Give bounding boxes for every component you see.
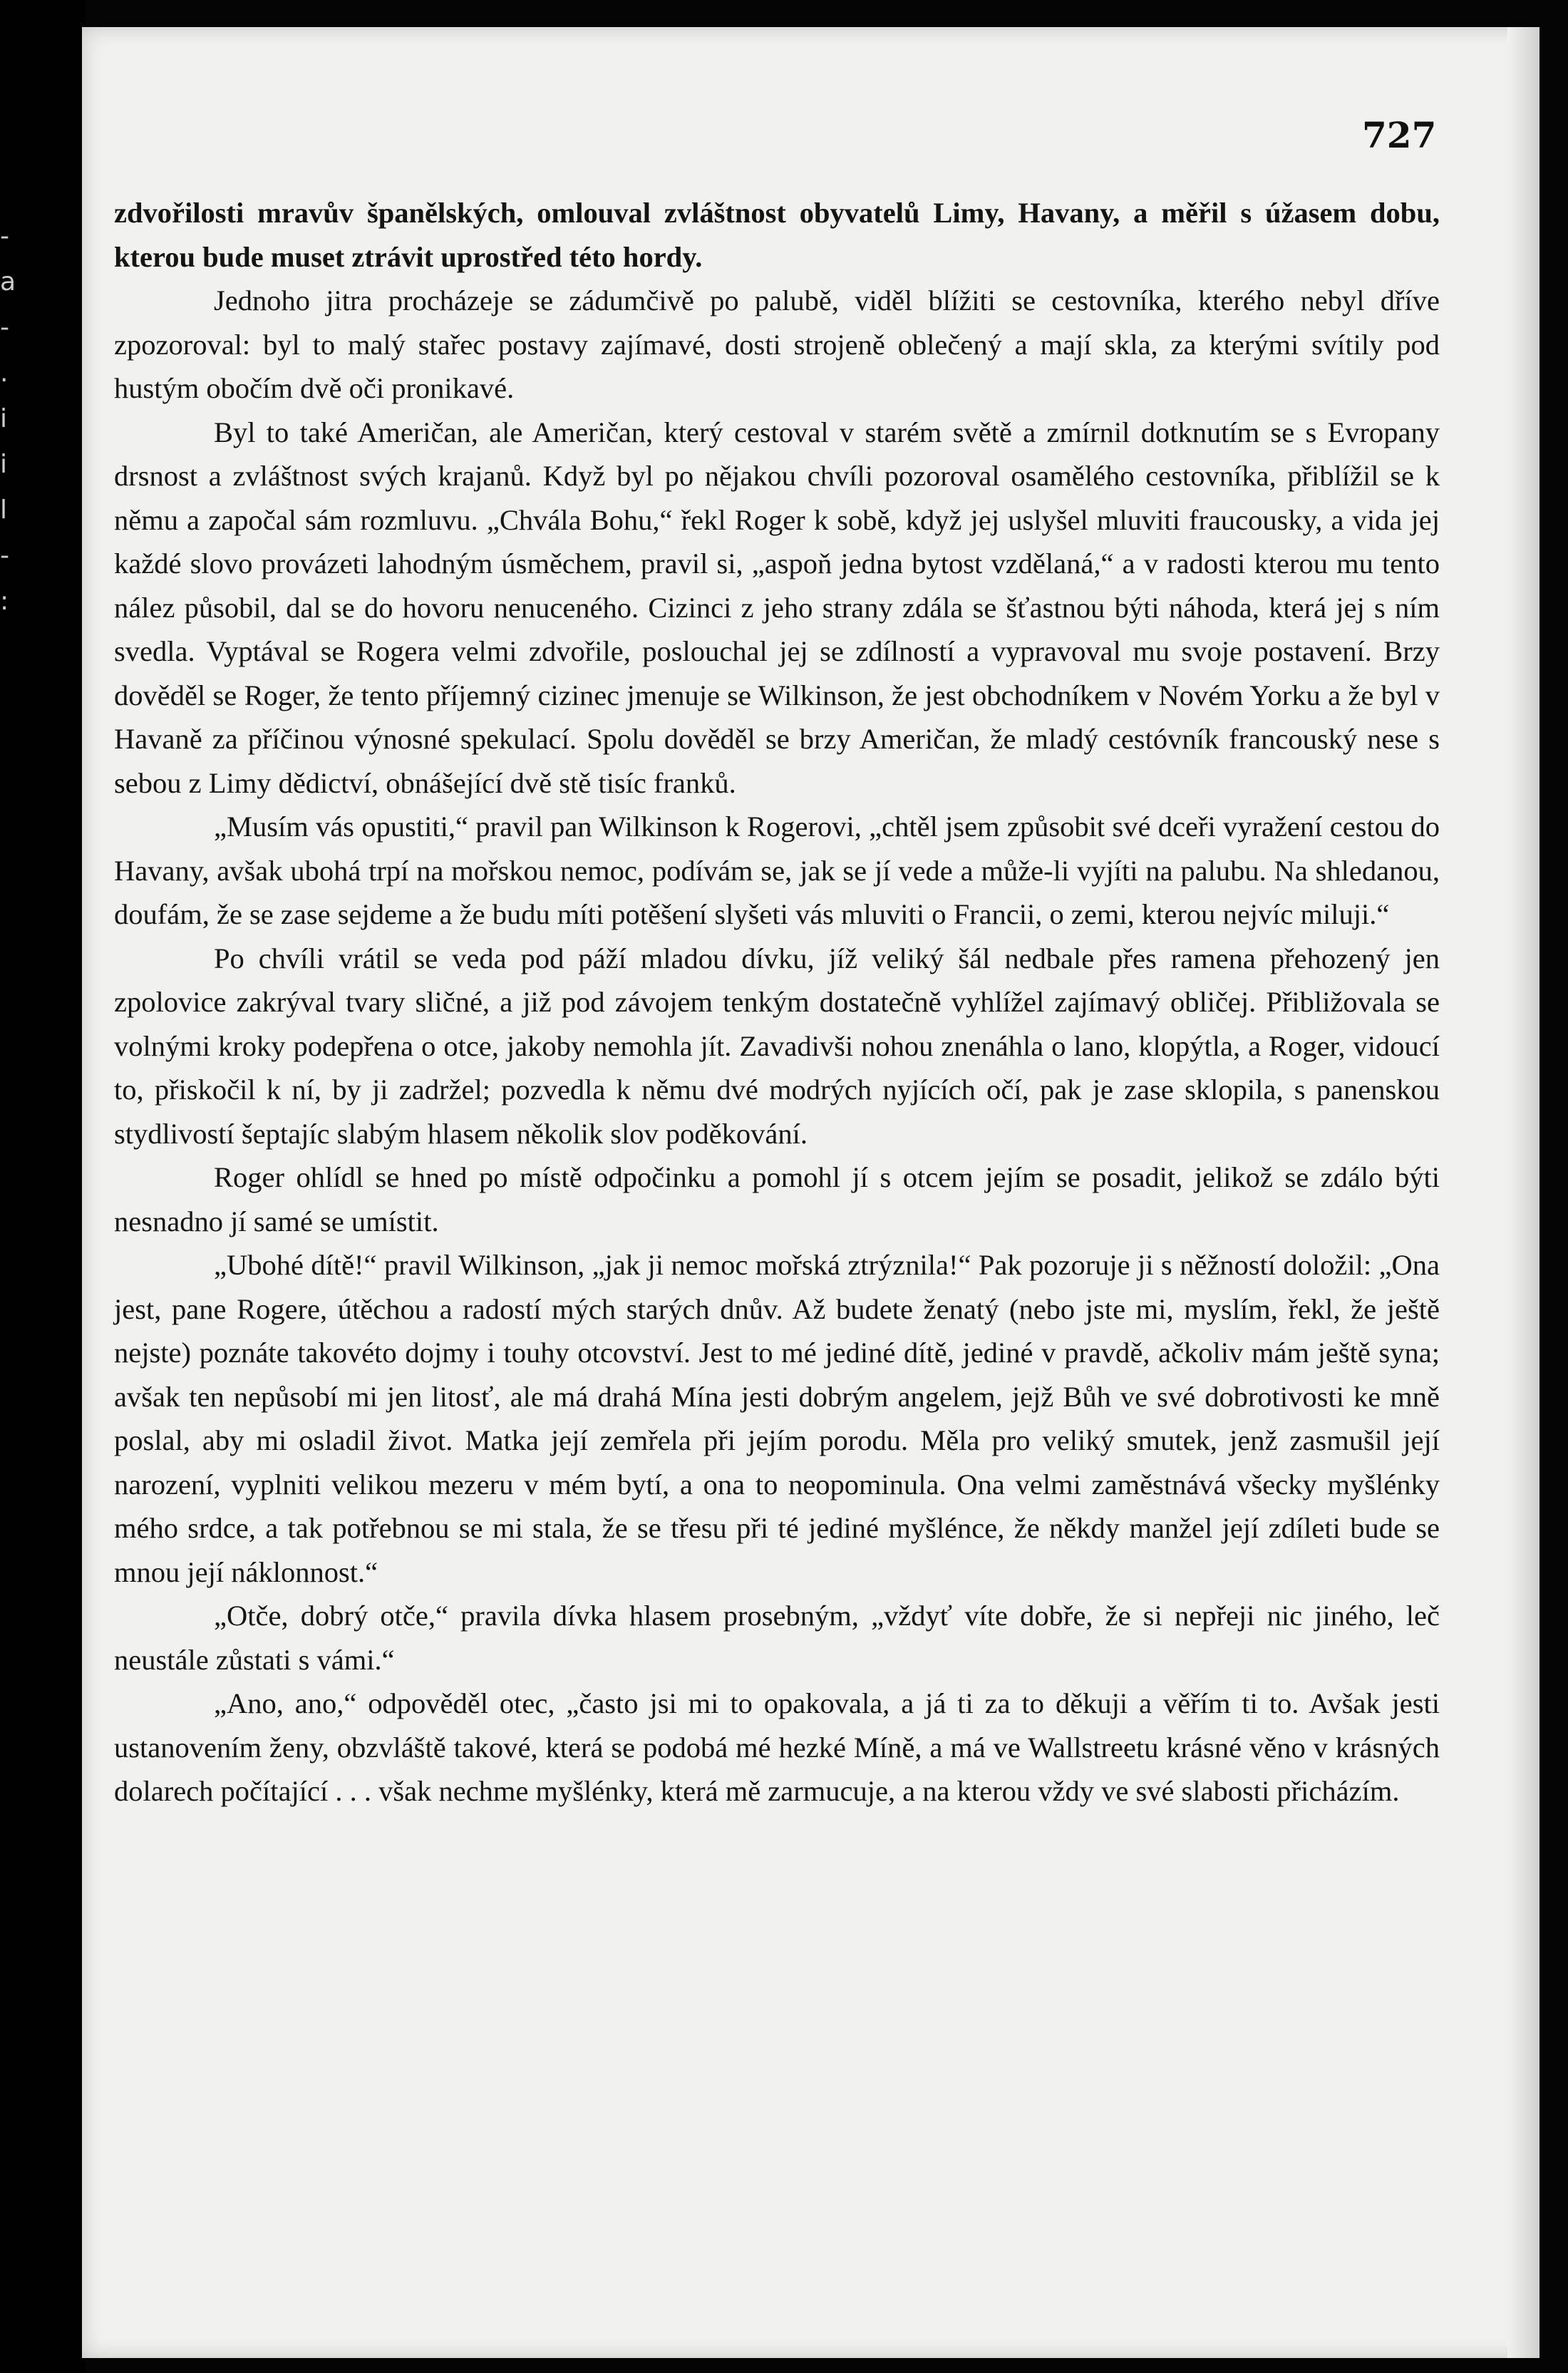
paragraph: Roger ohlídl se hned po místě odpočinku a pomohl jí s otcem jejím se posadit, jelikož se zdálo býti nesnadno jí samé se umístit. [114, 1161, 1440, 1237]
paragraph: Byl to také Američan, ale Američan, který cestoval v starém světě a zmírnil dotknutím se s Evropany drsnost a zvláštnost svých krajanů. Když byl po nějakou chvíli pozoroval osamělého cestovníka, přiblížil se k němu a započal sám rozmluvu. „Chvála Bohu,“ řekl Roger k sobě, když jej uslyšel mluviti fraucousky, a vida jej každé slovo provázeti lahodným úsměchem, pravil si, „aspoň jedna bytost vzdělaná,“ a v radosti kterou mu tento nález působil, dal se do hovoru nenuceného. Cizinci z jeho strany zdála se šťastnou býti náhoda, která jej s ním svedla. Vyptával se Rogera velmi zdvořile, poslouchal jej se zdílností a vypravoval mu svoje postavení. Brzy dověděl se Roger, že tento příjemný cizinec jmenuje se Wilkinson, že jest obchodníkem v Novém Yorku a že byl v Havaně za příčinou výnosné spekulací. Spolu dověděl se brzy Američan, že mladý cestóvník francouský nese s sebou z Limy dědictví, obnášející dvě stě tisíc franků. [114, 416, 1440, 799]
body-text [114, 191, 1440, 1813]
margin-mark: - [0, 313, 9, 342]
margin-mark: - [0, 541, 9, 570]
paragraph: Jednoho jitra procházeje se zádumčivě po palubě, viděl blížiti se cestovníka, kterého nebyl dříve zpozoroval: byl to malý stařec postavy zajímavé, dosti strojeně oblečený a mají skla, za kterými svítily pod hustým obočím dvě oči pronikavé. [114, 284, 1440, 404]
margin-mark: : [0, 587, 9, 616]
paragraph: „Musím vás opustiti,“ pravil pan Wilkinson k Rogerovi, „chtěl jsem způsobit své dceři vyražení cestou do Havany, avšak ubohá trpí na mořskou nemoc, podívám se, jak se jí vede a může-li vyjíti na palubu. Na shledanou, doufám, že se zase sejdeme a že budu míti potěšení slyšeti vás mluviti o Francii, o zemi, kterou nejvíc miluji.“ [114, 810, 1440, 930]
paragraph: „Ubohé dítě!“ pravil Wilkinson, „jak ji nemoc mořská ztrýznila!“ Pak pozoruje ji s něžností doložil: „Ona jest, pane Rogere, útěchou a radostí mých starých dnův. Až budete ženatý (nebo jste mi, myslím, řekl, že ještě nejste) poznáte takovéto dojmy i touhy otcovství. Jest to mé jediné dítě, jediné v pravdě, ačkoliv mám ještě syna; avšak ten nepůsobí mi jen litosť, ale má drahá Mína jesti dobrým angelem, jejž Bůh ve své dobrotivosti ke mně poslal, aby mi osladil život. Matka její zemřela při jejím porodu. Měla pro veliký smutek, jenž zasmušil její narození, vyplniti velikou mezeru v mém bytí, a ona to neopominula. Ona velmi zaměstnává všecky myšlénky mého srdce, a tak potřebnou se mi stala, že se třesu při té jediné myšlénce, že někdy manžel její zdíleti bude se mnou její náklonnost.“ [114, 1249, 1440, 1588]
paragraph: „Ano, ano,“ odpověděl otec, „často jsi mi to opakovala, a já ti za to děkuji a věřím ti to. Avšak jesti ustanovením ženy, obzvláště takové, která se podobá mé hezké Míně, a má ve Wallstreetu krásné věno v krásných dolarech počítající . . . však nechme myšlénky, která mě zarmucuje, a na kterou vždy ve své slabosti přicházím. [114, 1687, 1440, 1807]
margin-mark: l [0, 495, 8, 525]
margin-mark: . [0, 359, 9, 388]
paragraph: „Otče, dobrý otče,“ pravila dívka hlasem prosebným, „vždyť víte dobře, že si nepřeji nic jiného, leč neustále zůstati s vámi.“ [114, 1600, 1440, 1676]
paragraph: zdvořilosti mravův španělských, omlouval zvláštnost obyvatelů Limy, Havany, a měřil s úžasem dobu, kterou bude muset ztrávit uprostřed této hordy. [114, 197, 1440, 273]
book-page [82, 27, 1539, 2358]
page-edge-shadow [1507, 27, 1539, 2358]
page-number: 727 [1362, 114, 1437, 156]
margin-mark: a [0, 267, 16, 297]
margin-mark: - [0, 222, 9, 251]
margin-mark: i [0, 450, 8, 479]
adjacent-page-margin [0, 214, 21, 624]
margin-mark: i [0, 404, 8, 433]
paragraph: Po chvíli vrátil se veda pod páží mladou dívku, jíž veliký šál nedbale přes ramena přehozený jen zpolovice zakrýval tvary sličné, a již pod závojem tenkým dostatečně vyhlížel zajímavý obličej. Přibližovala se volnými kroky podepřena o otce, jakoby nemohla jít. Zavadivši nohou znenáhla o lano, klopýtla, a Roger, vidoucí to, přiskočil k ní, by ji zadržel; pozvedla k němu dvé modrých nyjících očí, pak je zase sklopila, s panenskou stydlivostí šeptajíc slabým hlasem několik slov poděkování. [114, 942, 1440, 1150]
